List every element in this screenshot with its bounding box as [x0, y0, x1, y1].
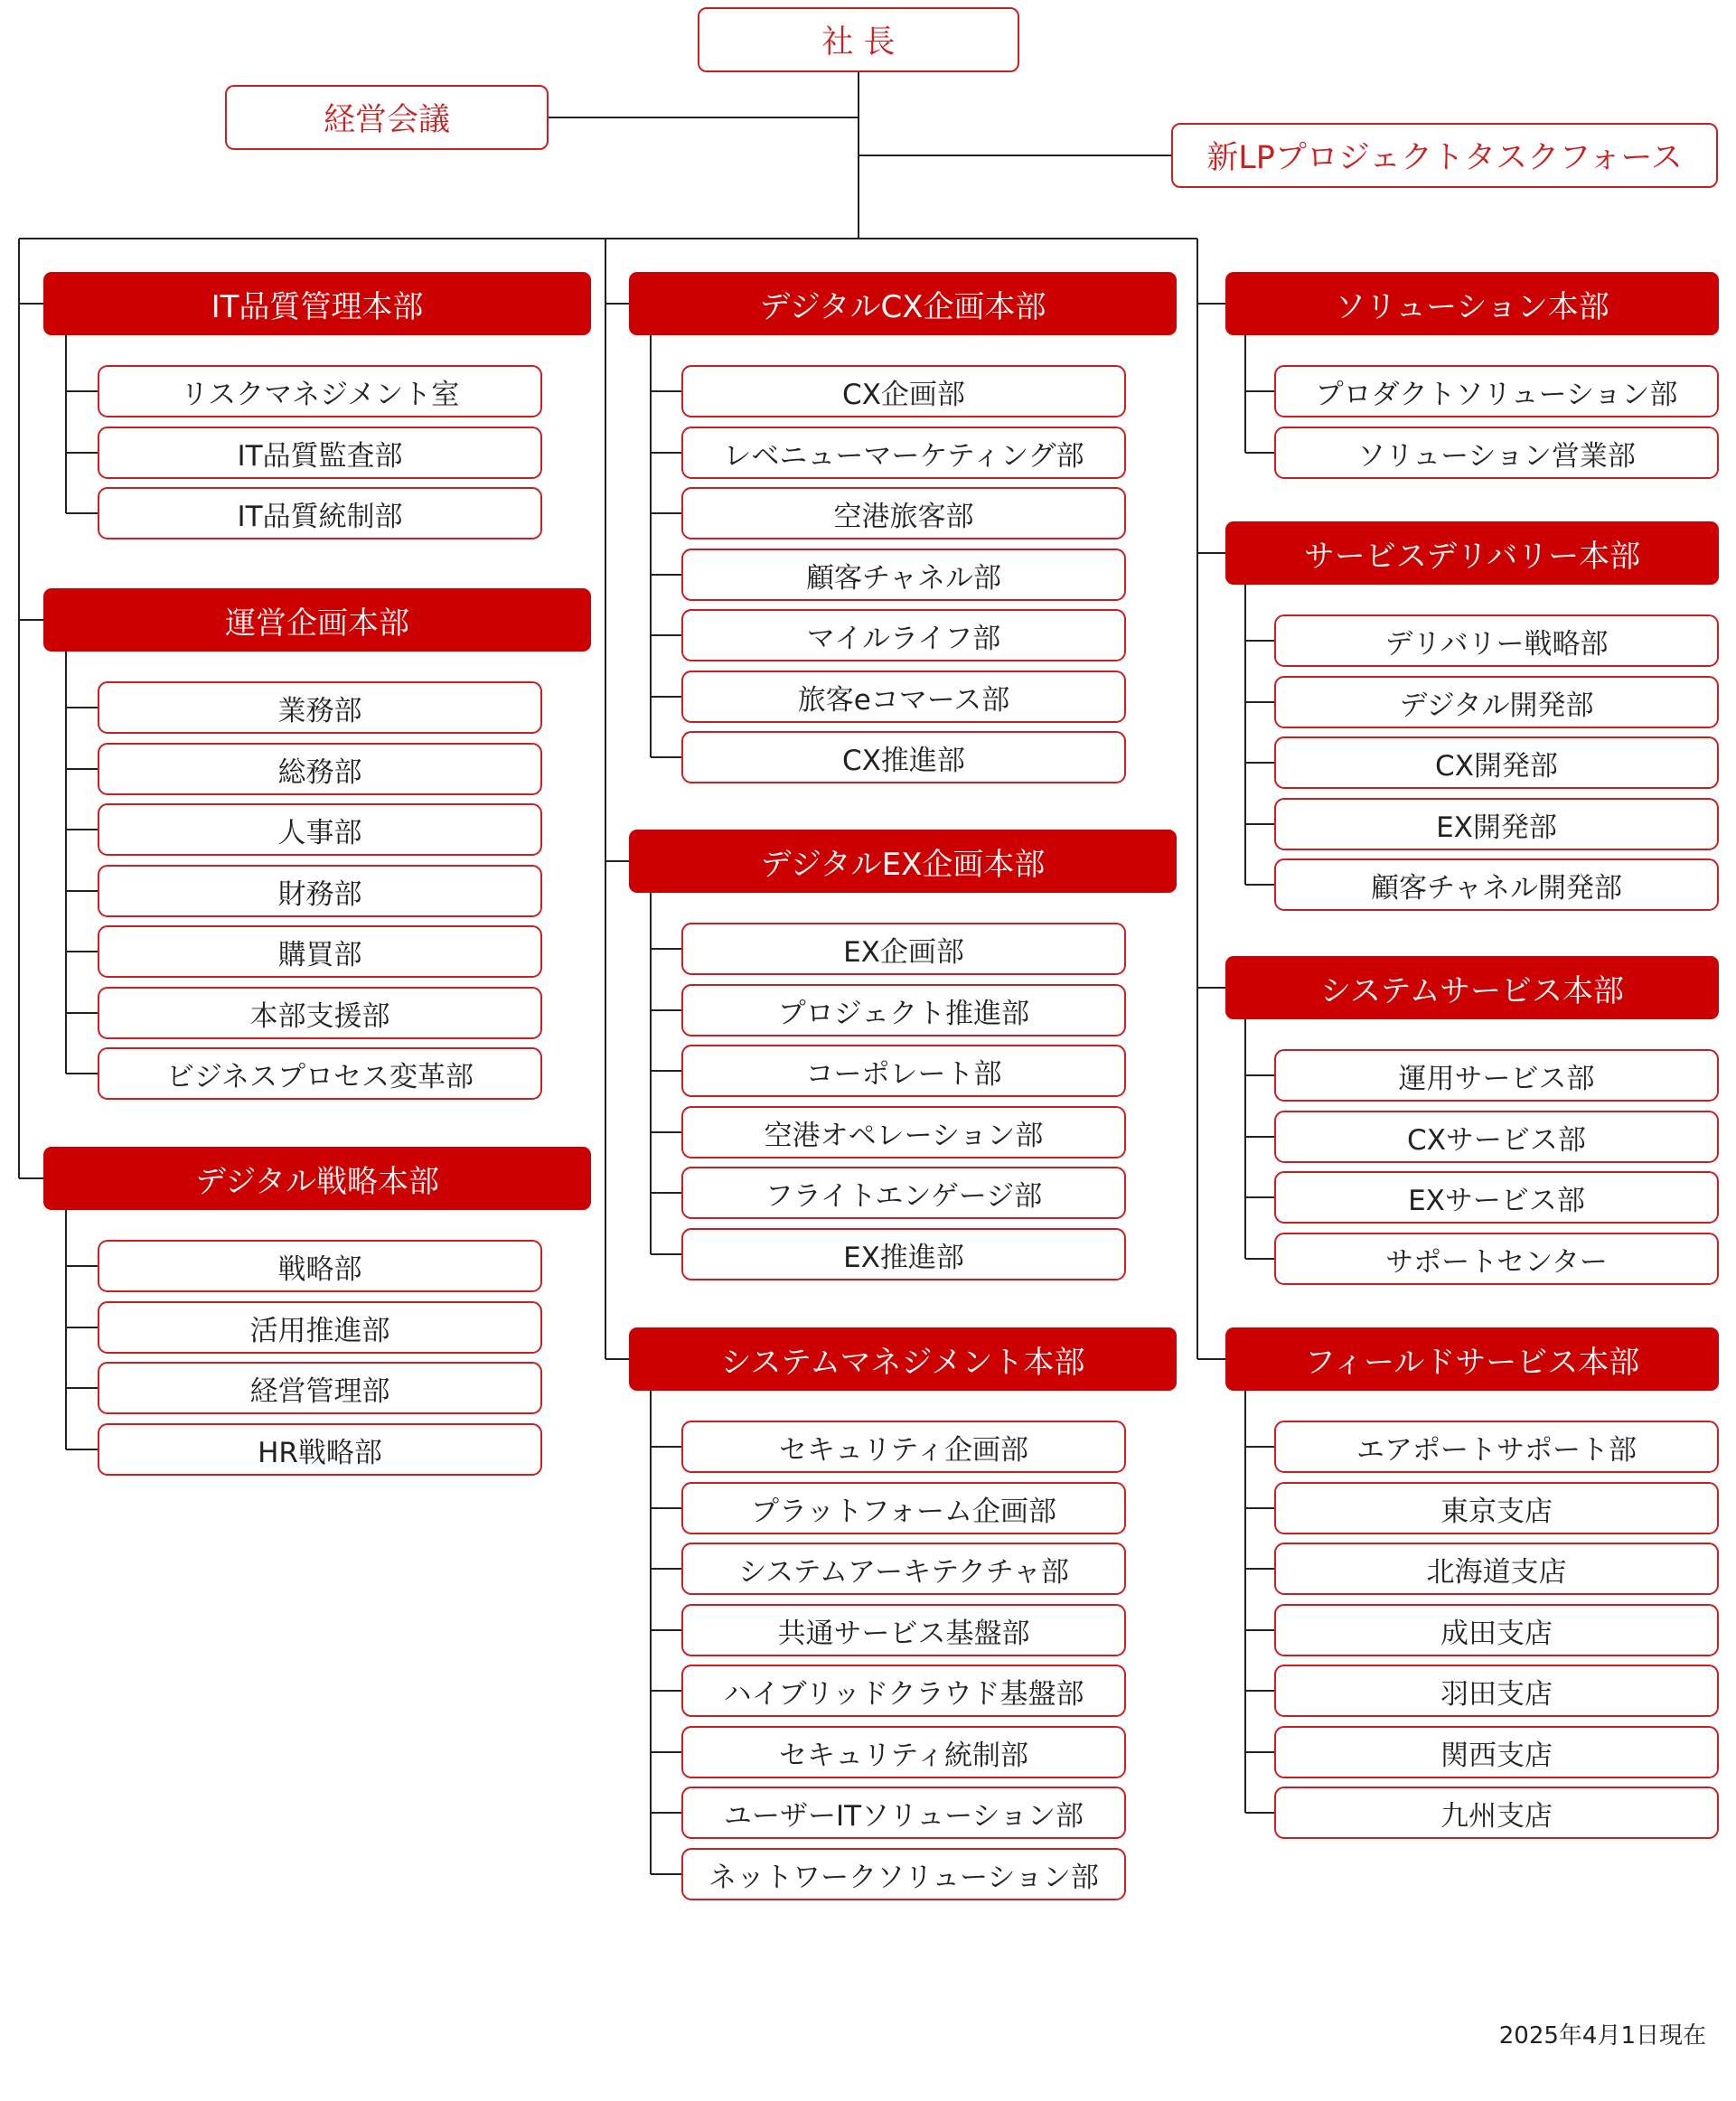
department-box: 東京支店: [1274, 1482, 1719, 1534]
department-box: 共通サービス基盤部: [681, 1604, 1126, 1656]
department-box: 総務部: [98, 743, 542, 795]
department-box: CXサービス部: [1274, 1111, 1719, 1163]
department-box: ネットワークソリューション部: [681, 1848, 1126, 1900]
president-box: 社 長: [698, 7, 1019, 72]
department-box: HR戦略部: [98, 1423, 542, 1476]
division-header: デジタルCX企画本部: [629, 272, 1177, 335]
department-box: 活用推進部: [98, 1301, 542, 1354]
department-box: 空港オペレーション部: [681, 1106, 1126, 1158]
department-box: セキュリティ企画部: [681, 1421, 1126, 1473]
department-box: IT品質統制部: [98, 487, 542, 539]
department-box: 運用サービス部: [1274, 1049, 1719, 1102]
department-box: フライトエンゲージ部: [681, 1167, 1126, 1219]
department-box: 羽田支店: [1274, 1665, 1719, 1717]
department-box: 購買部: [98, 925, 542, 978]
division-header: デジタル戦略本部: [43, 1147, 591, 1210]
division-header: 運営企画本部: [43, 588, 591, 652]
department-box: レベニューマーケティング部: [681, 427, 1126, 479]
department-box: EX開発部: [1274, 798, 1719, 850]
department-box: 北海道支店: [1274, 1543, 1719, 1595]
department-box: 人事部: [98, 803, 542, 856]
as-of-date: 2025年4月1日現在: [1498, 2022, 1706, 2049]
department-box: プロジェクト推進部: [681, 984, 1126, 1036]
department-box: 成田支店: [1274, 1604, 1719, 1656]
department-box: リスクマネジメント室: [98, 365, 542, 417]
division-header: システムサービス本部: [1225, 956, 1719, 1019]
department-box: プロダクトソリューション部: [1274, 365, 1719, 417]
department-box: 九州支店: [1274, 1787, 1719, 1839]
management-council-box: 経営会議: [225, 85, 549, 150]
department-box: セキュリティ統制部: [681, 1726, 1126, 1778]
department-box: 顧客チャネル開発部: [1274, 858, 1719, 911]
department-box: EX推進部: [681, 1228, 1126, 1280]
department-box: ビジネスプロセス変革部: [98, 1047, 542, 1100]
division-header: フィールドサービス本部: [1225, 1327, 1719, 1391]
division-header: IT品質管理本部: [43, 272, 591, 335]
department-box: デジタル開発部: [1274, 676, 1719, 728]
department-box: 経営管理部: [98, 1362, 542, 1414]
department-box: 顧客チャネル部: [681, 549, 1126, 601]
department-box: CX企画部: [681, 365, 1126, 417]
division-header: デジタルEX企画本部: [629, 830, 1177, 893]
department-box: ハイブリッドクラウド基盤部: [681, 1665, 1126, 1717]
department-box: ユーザーITソリューション部: [681, 1787, 1126, 1839]
department-box: 財務部: [98, 865, 542, 917]
division-header: システムマネジメント本部: [629, 1327, 1177, 1391]
division-header: サービスデリバリー本部: [1225, 521, 1719, 585]
department-box: 関西支店: [1274, 1726, 1719, 1778]
department-box: IT品質監査部: [98, 427, 542, 479]
department-box: サポートセンター: [1274, 1233, 1719, 1285]
department-box: EX企画部: [681, 923, 1126, 975]
department-box: 空港旅客部: [681, 487, 1126, 539]
department-box: マイルライフ部: [681, 609, 1126, 661]
department-box: EXサービス部: [1274, 1171, 1719, 1224]
department-box: 戦略部: [98, 1240, 542, 1292]
division-header: ソリューション本部: [1225, 272, 1719, 335]
department-box: ソリューション営業部: [1274, 427, 1719, 479]
department-box: プラットフォーム企画部: [681, 1482, 1126, 1534]
department-box: システムアーキテクチャ部: [681, 1543, 1126, 1595]
department-box: 本部支援部: [98, 987, 542, 1039]
department-box: エアポートサポート部: [1274, 1421, 1719, 1473]
department-box: 業務部: [98, 681, 542, 734]
department-box: CX推進部: [681, 731, 1126, 783]
department-box: デリバリー戦略部: [1274, 614, 1719, 667]
department-box: CX開発部: [1274, 736, 1719, 789]
department-box: コーポレート部: [681, 1045, 1126, 1097]
taskforce-box: 新LPプロジェクトタスクフォース: [1171, 123, 1718, 188]
department-box: 旅客eコマース部: [681, 671, 1126, 723]
